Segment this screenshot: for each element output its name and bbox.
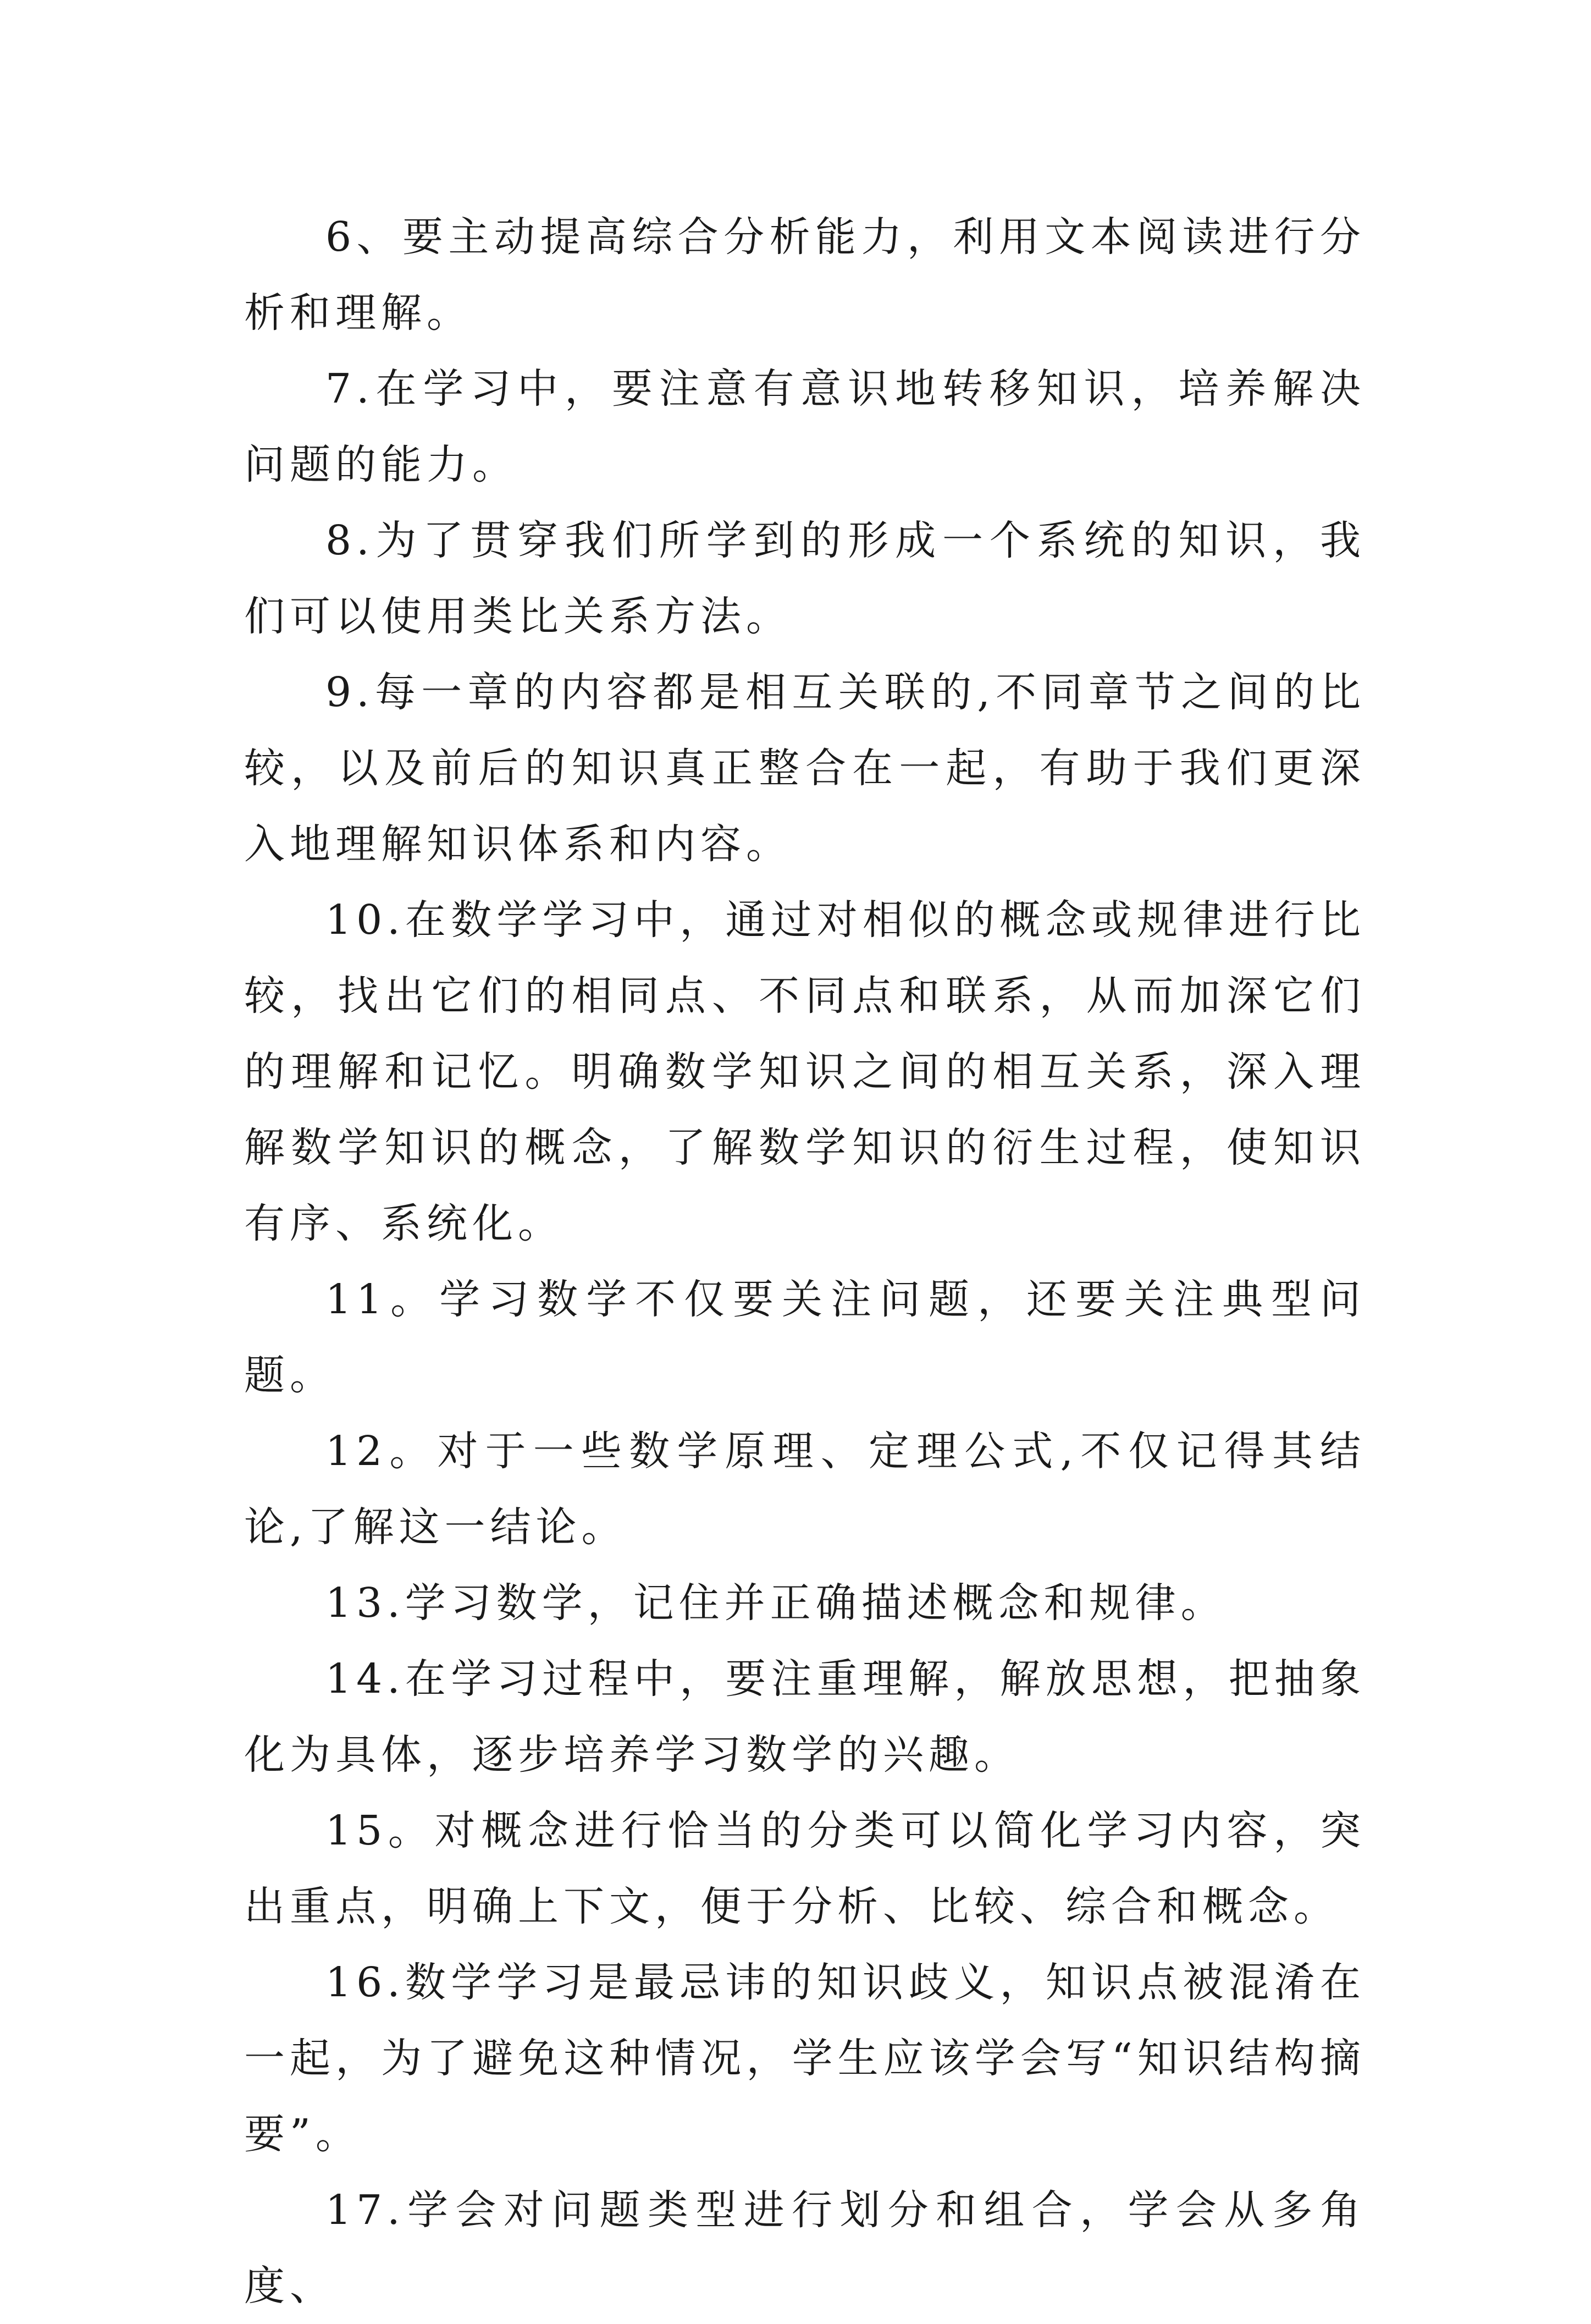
paragraph-16: 16.数学学习是最忌讳的知识歧义，知识点被混淆在一起，为了避免这种情况，学生应该学会写“知识结构摘要”。 <box>244 1959 1366 2158</box>
paragraph-15: 15。对概念进行恰当的分类可以简化学习内容，突出重点，明确上下文，便于分析、比较、综合和概念。 <box>244 1807 1366 1930</box>
paragraph-17: 17.学会对问题类型进行划分和组合，学会从多角度、 <box>244 2187 1366 2310</box>
paragraph-13: 13.学习数学，记住并正确描述概念和规律。 <box>325 1579 1227 1627</box>
paragraph-6: 6、要主动提高综合分析能力，利用文本阅读进行分析和理解。 <box>244 213 1366 337</box>
paragraph-10: 10.在数学学习中，通过对相似的概念或规律进行比较，找出它们的相同点、不同点和联系，从而加深它们的理解和记忆。明确数学知识之间的相互关系，深入理解数学知识的概念，了解数学知识的衍生过程，使知识有序、系统化。 <box>244 896 1366 1247</box>
paragraph-14: 14.在学习过程中，要注重理解，解放思想，把抽象化为具体，逐步培养学习数学的兴趣。 <box>244 1655 1366 1778</box>
paragraph-11: 11。学习数学不仅要关注问题，还要关注典型问题。 <box>244 1276 1366 1399</box>
paragraph-12: 12。对于一些数学原理、定理公式,不仅记得其结论,了解这一结论。 <box>244 1428 1366 1551</box>
paragraph-9: 9.每一章的内容都是相互关联的,不同章节之间的比较，以及前后的知识真正整合在一起，有助于我们更深入地理解知识体系和内容。 <box>244 669 1366 868</box>
paragraph-7: 7.在学习中，要注意有意识地转移知识，培养解决问题的能力。 <box>244 365 1366 488</box>
paragraph-8: 8.为了贯穿我们所学到的形成一个系统的知识，我们可以使用类比关系方法。 <box>244 517 1366 640</box>
document-body <box>244 199 1366 2324</box>
